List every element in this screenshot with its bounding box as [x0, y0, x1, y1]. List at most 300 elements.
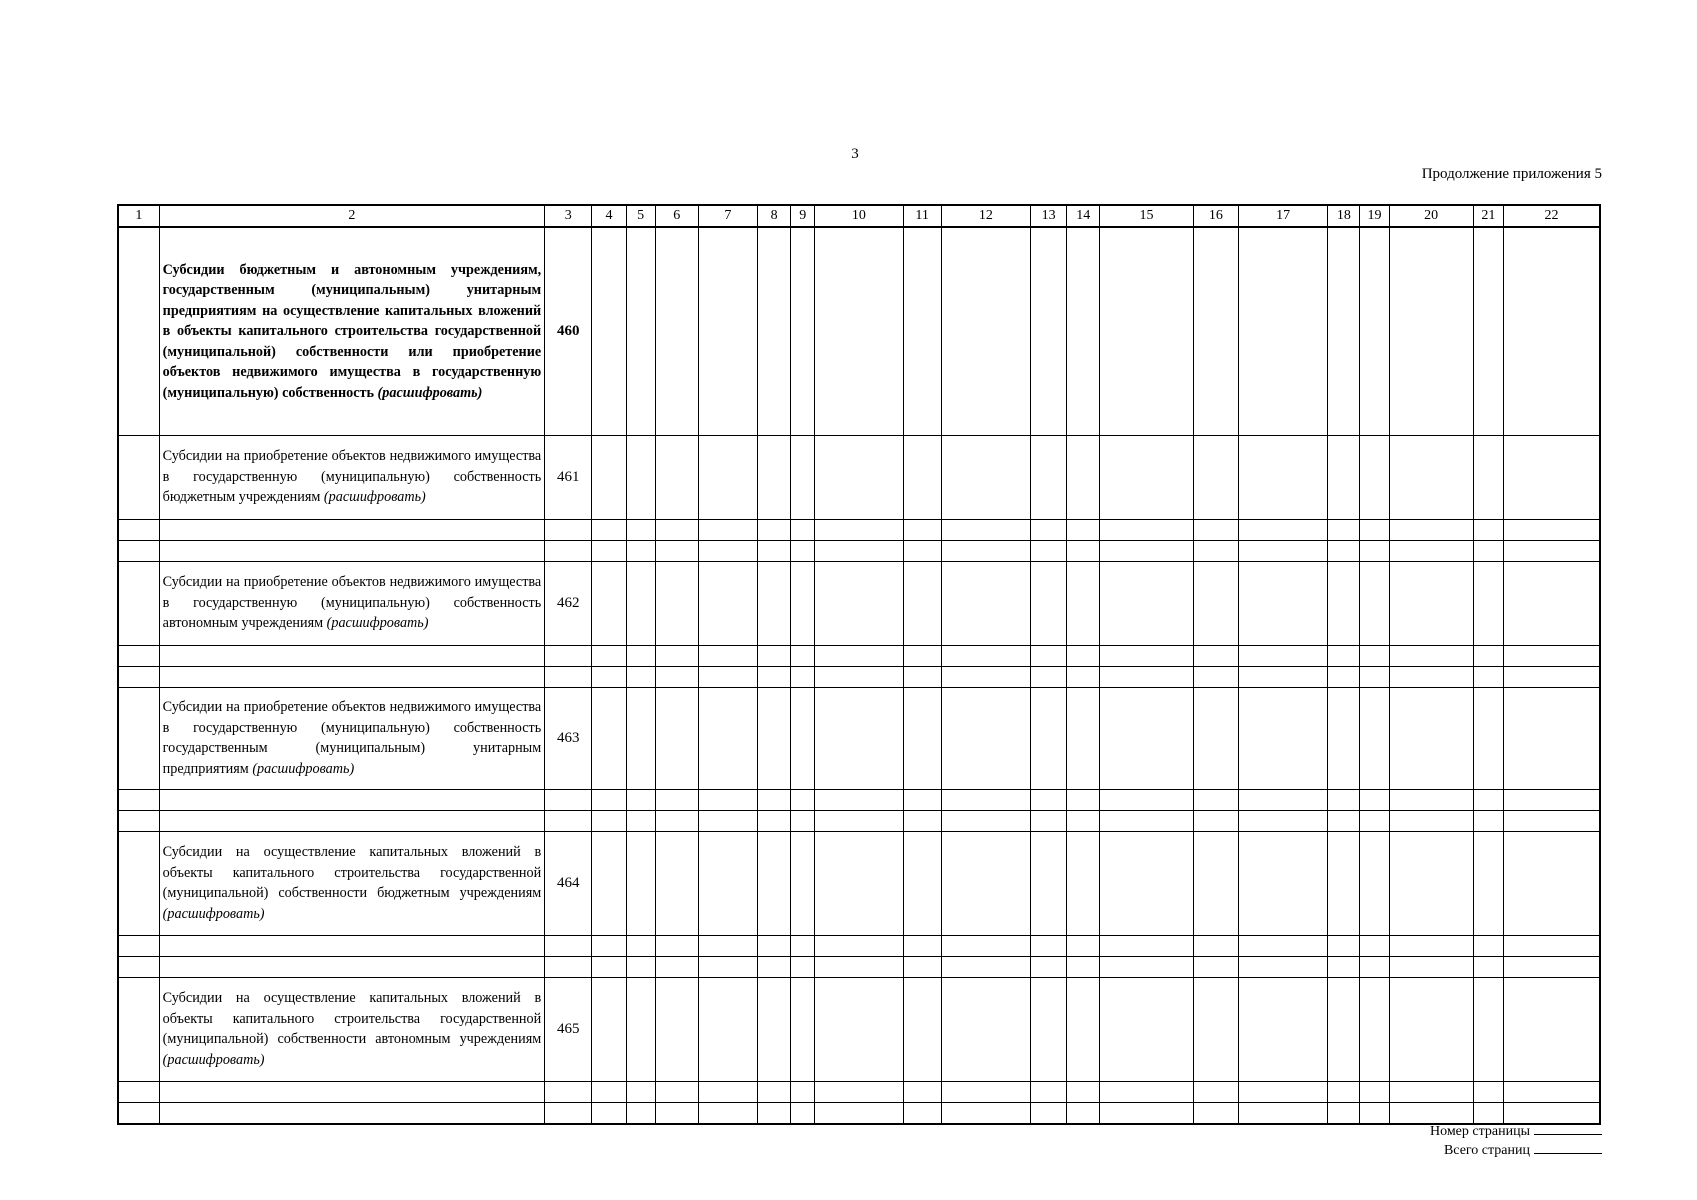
value-cell[interactable]: [941, 977, 1030, 1081]
blank-cell[interactable]: [815, 645, 903, 666]
value-cell[interactable]: [655, 435, 698, 519]
value-cell[interactable]: [903, 435, 941, 519]
blank-cell[interactable]: [1360, 666, 1389, 687]
blank-cell[interactable]: [1100, 956, 1193, 977]
value-cell[interactable]: [758, 227, 791, 435]
blank-cell[interactable]: [758, 789, 791, 810]
blank-cell[interactable]: [903, 540, 941, 561]
value-cell[interactable]: [1238, 435, 1327, 519]
value-cell[interactable]: [903, 977, 941, 1081]
value-cell[interactable]: [655, 227, 698, 435]
value-cell[interactable]: [815, 561, 903, 645]
value-cell[interactable]: [815, 831, 903, 935]
value-cell[interactable]: [1100, 435, 1193, 519]
value-cell[interactable]: [1389, 977, 1473, 1081]
blank-cell[interactable]: [626, 540, 655, 561]
value-cell[interactable]: [1360, 977, 1389, 1081]
blank-cell[interactable]: [1238, 1102, 1327, 1124]
blank-cell[interactable]: [815, 519, 903, 540]
value-cell[interactable]: [626, 687, 655, 789]
blank-cell[interactable]: [1067, 789, 1100, 810]
blank-cell[interactable]: [159, 789, 545, 810]
value-cell[interactable]: [1100, 561, 1193, 645]
blank-cell[interactable]: [626, 645, 655, 666]
blank-cell[interactable]: [1067, 1081, 1100, 1102]
blank-cell[interactable]: [118, 1081, 159, 1102]
blank-cell[interactable]: [1328, 540, 1360, 561]
value-cell[interactable]: [1360, 227, 1389, 435]
blank-cell[interactable]: [791, 666, 815, 687]
blank-cell[interactable]: [941, 810, 1030, 831]
blank-cell[interactable]: [815, 1102, 903, 1124]
blank-cell[interactable]: [1389, 666, 1473, 687]
blank-cell[interactable]: [758, 1081, 791, 1102]
value-cell[interactable]: [1031, 435, 1067, 519]
blank-cell[interactable]: [655, 810, 698, 831]
blank-cell[interactable]: [1238, 540, 1327, 561]
blank-cell[interactable]: [758, 540, 791, 561]
blank-cell[interactable]: [903, 519, 941, 540]
blank-cell[interactable]: [941, 519, 1030, 540]
value-cell[interactable]: [1100, 977, 1193, 1081]
blank-cell[interactable]: [1473, 540, 1503, 561]
blank-cell[interactable]: [1067, 666, 1100, 687]
value-cell[interactable]: [655, 977, 698, 1081]
value-cell[interactable]: [1360, 561, 1389, 645]
blank-cell[interactable]: [159, 519, 545, 540]
blank-cell[interactable]: [1238, 666, 1327, 687]
blank-cell[interactable]: [1100, 519, 1193, 540]
value-cell[interactable]: [1031, 561, 1067, 645]
blank-cell[interactable]: [903, 1081, 941, 1102]
page-number-blank[interactable]: [1534, 1120, 1602, 1135]
blank-cell[interactable]: [1238, 1081, 1327, 1102]
blank-cell[interactable]: [941, 540, 1030, 561]
blank-cell[interactable]: [159, 935, 545, 956]
blank-cell[interactable]: [1100, 789, 1193, 810]
blank-cell[interactable]: [1389, 935, 1473, 956]
blank-cell[interactable]: [545, 519, 592, 540]
value-cell[interactable]: [791, 687, 815, 789]
blank-cell[interactable]: [1193, 810, 1238, 831]
blank-cell[interactable]: [1238, 789, 1327, 810]
blank-cell[interactable]: [1473, 519, 1503, 540]
blank-cell[interactable]: [1328, 935, 1360, 956]
blank-cell[interactable]: [815, 956, 903, 977]
value-cell[interactable]: [1031, 831, 1067, 935]
blank-cell[interactable]: [903, 666, 941, 687]
value-cell[interactable]: [1193, 227, 1238, 435]
value-cell[interactable]: [1473, 561, 1503, 645]
blank-cell[interactable]: [1328, 1081, 1360, 1102]
blank-cell[interactable]: [903, 645, 941, 666]
blank-cell[interactable]: [791, 1102, 815, 1124]
blank-cell[interactable]: [1031, 519, 1067, 540]
blank-cell[interactable]: [118, 540, 159, 561]
value-cell[interactable]: [1503, 687, 1600, 789]
value-cell[interactable]: [791, 561, 815, 645]
blank-cell[interactable]: [655, 519, 698, 540]
value-cell[interactable]: [1503, 227, 1600, 435]
value-cell[interactable]: [1067, 831, 1100, 935]
blank-cell[interactable]: [626, 956, 655, 977]
blank-cell[interactable]: [1238, 810, 1327, 831]
blank-cell[interactable]: [698, 810, 757, 831]
blank-cell[interactable]: [118, 519, 159, 540]
blank-cell[interactable]: [118, 1102, 159, 1124]
value-cell[interactable]: [941, 227, 1030, 435]
blank-cell[interactable]: [1473, 1081, 1503, 1102]
blank-cell[interactable]: [118, 789, 159, 810]
blank-cell[interactable]: [626, 666, 655, 687]
blank-cell[interactable]: [592, 540, 626, 561]
blank-cell[interactable]: [655, 1081, 698, 1102]
value-cell[interactable]: [655, 687, 698, 789]
blank-cell[interactable]: [1238, 645, 1327, 666]
value-cell[interactable]: [1067, 227, 1100, 435]
value-cell[interactable]: [791, 977, 815, 1081]
blank-cell[interactable]: [1328, 645, 1360, 666]
blank-cell[interactable]: [1031, 666, 1067, 687]
blank-cell[interactable]: [698, 1102, 757, 1124]
value-cell[interactable]: [1328, 831, 1360, 935]
blank-cell[interactable]: [698, 789, 757, 810]
blank-cell[interactable]: [545, 789, 592, 810]
value-cell[interactable]: [698, 687, 757, 789]
blank-cell[interactable]: [118, 666, 159, 687]
blank-cell[interactable]: [1193, 935, 1238, 956]
value-cell[interactable]: [1067, 977, 1100, 1081]
value-cell[interactable]: [698, 561, 757, 645]
blank-cell[interactable]: [1473, 935, 1503, 956]
blank-cell[interactable]: [1031, 810, 1067, 831]
value-cell[interactable]: [903, 561, 941, 645]
value-cell[interactable]: [1360, 831, 1389, 935]
blank-cell[interactable]: [1031, 935, 1067, 956]
blank-cell[interactable]: [1360, 645, 1389, 666]
blank-cell[interactable]: [941, 1081, 1030, 1102]
blank-cell[interactable]: [1193, 645, 1238, 666]
blank-cell[interactable]: [1067, 935, 1100, 956]
value-cell[interactable]: [1100, 831, 1193, 935]
value-cell[interactable]: [1238, 227, 1327, 435]
blank-cell[interactable]: [1067, 645, 1100, 666]
blank-cell[interactable]: [1360, 810, 1389, 831]
value-cell[interactable]: [1389, 687, 1473, 789]
blank-cell[interactable]: [545, 540, 592, 561]
blank-cell[interactable]: [655, 645, 698, 666]
blank-cell[interactable]: [1360, 935, 1389, 956]
value-cell[interactable]: [626, 561, 655, 645]
blank-cell[interactable]: [758, 645, 791, 666]
blank-cell[interactable]: [791, 956, 815, 977]
blank-cell[interactable]: [1328, 956, 1360, 977]
blank-cell[interactable]: [941, 789, 1030, 810]
blank-cell[interactable]: [1360, 540, 1389, 561]
blank-cell[interactable]: [903, 935, 941, 956]
value-cell[interactable]: [1389, 227, 1473, 435]
blank-cell[interactable]: [1193, 1081, 1238, 1102]
value-cell[interactable]: [1193, 687, 1238, 789]
value-cell[interactable]: [1067, 561, 1100, 645]
blank-cell[interactable]: [941, 956, 1030, 977]
blank-cell[interactable]: [545, 935, 592, 956]
blank-cell[interactable]: [1100, 1102, 1193, 1124]
blank-cell[interactable]: [1389, 519, 1473, 540]
blank-cell[interactable]: [791, 810, 815, 831]
blank-cell[interactable]: [1238, 519, 1327, 540]
blank-cell[interactable]: [698, 519, 757, 540]
blank-cell[interactable]: [903, 956, 941, 977]
blank-cell[interactable]: [592, 519, 626, 540]
value-cell[interactable]: [1328, 977, 1360, 1081]
blank-cell[interactable]: [941, 1102, 1030, 1124]
value-cell[interactable]: [1503, 831, 1600, 935]
value-cell[interactable]: [626, 977, 655, 1081]
row-number-cell[interactable]: [118, 831, 159, 935]
blank-cell[interactable]: [1473, 956, 1503, 977]
blank-cell[interactable]: [592, 1081, 626, 1102]
blank-cell[interactable]: [655, 935, 698, 956]
value-cell[interactable]: [1067, 435, 1100, 519]
blank-cell[interactable]: [1238, 935, 1327, 956]
blank-cell[interactable]: [1031, 956, 1067, 977]
value-cell[interactable]: [1193, 435, 1238, 519]
blank-cell[interactable]: [118, 956, 159, 977]
blank-cell[interactable]: [1360, 1081, 1389, 1102]
value-cell[interactable]: [1473, 977, 1503, 1081]
blank-cell[interactable]: [545, 1081, 592, 1102]
value-cell[interactable]: [758, 687, 791, 789]
blank-cell[interactable]: [626, 1102, 655, 1124]
blank-cell[interactable]: [1100, 666, 1193, 687]
total-pages-blank[interactable]: [1534, 1139, 1602, 1154]
blank-cell[interactable]: [1389, 956, 1473, 977]
blank-cell[interactable]: [1328, 1102, 1360, 1124]
blank-cell[interactable]: [791, 540, 815, 561]
value-cell[interactable]: [1389, 831, 1473, 935]
value-cell[interactable]: [815, 977, 903, 1081]
blank-cell[interactable]: [592, 1102, 626, 1124]
blank-cell[interactable]: [1031, 1102, 1067, 1124]
blank-cell[interactable]: [1328, 519, 1360, 540]
blank-cell[interactable]: [1389, 1081, 1473, 1102]
value-cell[interactable]: [592, 227, 626, 435]
blank-cell[interactable]: [1100, 645, 1193, 666]
blank-cell[interactable]: [1193, 519, 1238, 540]
blank-cell[interactable]: [159, 666, 545, 687]
blank-cell[interactable]: [1100, 540, 1193, 561]
value-cell[interactable]: [1473, 687, 1503, 789]
blank-cell[interactable]: [1193, 540, 1238, 561]
blank-cell[interactable]: [903, 1102, 941, 1124]
value-cell[interactable]: [1389, 435, 1473, 519]
blank-cell[interactable]: [592, 956, 626, 977]
blank-cell[interactable]: [626, 1081, 655, 1102]
value-cell[interactable]: [1100, 227, 1193, 435]
value-cell[interactable]: [698, 977, 757, 1081]
blank-cell[interactable]: [1031, 789, 1067, 810]
value-cell[interactable]: [698, 831, 757, 935]
blank-cell[interactable]: [815, 666, 903, 687]
value-cell[interactable]: [592, 435, 626, 519]
blank-cell[interactable]: [698, 645, 757, 666]
value-cell[interactable]: [1328, 561, 1360, 645]
value-cell[interactable]: [1193, 561, 1238, 645]
blank-cell[interactable]: [1100, 810, 1193, 831]
value-cell[interactable]: [903, 687, 941, 789]
blank-cell[interactable]: [698, 540, 757, 561]
blank-cell[interactable]: [1193, 789, 1238, 810]
value-cell[interactable]: [1238, 687, 1327, 789]
blank-cell[interactable]: [159, 645, 545, 666]
value-cell[interactable]: [1328, 227, 1360, 435]
blank-cell[interactable]: [159, 1102, 545, 1124]
value-cell[interactable]: [1031, 687, 1067, 789]
blank-cell[interactable]: [655, 956, 698, 977]
blank-cell[interactable]: [1360, 519, 1389, 540]
value-cell[interactable]: [655, 561, 698, 645]
blank-cell[interactable]: [758, 935, 791, 956]
blank-cell[interactable]: [592, 645, 626, 666]
blank-cell[interactable]: [758, 956, 791, 977]
blank-cell[interactable]: [1503, 645, 1600, 666]
blank-cell[interactable]: [1389, 789, 1473, 810]
value-cell[interactable]: [1100, 687, 1193, 789]
blank-cell[interactable]: [698, 1081, 757, 1102]
blank-cell[interactable]: [1389, 810, 1473, 831]
blank-cell[interactable]: [1503, 956, 1600, 977]
blank-cell[interactable]: [159, 540, 545, 561]
blank-cell[interactable]: [815, 789, 903, 810]
value-cell[interactable]: [903, 227, 941, 435]
blank-cell[interactable]: [791, 789, 815, 810]
blank-cell[interactable]: [1473, 810, 1503, 831]
blank-cell[interactable]: [1328, 810, 1360, 831]
value-cell[interactable]: [941, 435, 1030, 519]
value-cell[interactable]: [758, 977, 791, 1081]
blank-cell[interactable]: [1031, 1081, 1067, 1102]
value-cell[interactable]: [1238, 977, 1327, 1081]
blank-cell[interactable]: [1473, 789, 1503, 810]
blank-cell[interactable]: [815, 935, 903, 956]
value-cell[interactable]: [1031, 977, 1067, 1081]
blank-cell[interactable]: [941, 645, 1030, 666]
value-cell[interactable]: [592, 831, 626, 935]
blank-cell[interactable]: [1067, 540, 1100, 561]
blank-cell[interactable]: [118, 645, 159, 666]
row-number-cell[interactable]: [118, 435, 159, 519]
blank-cell[interactable]: [159, 810, 545, 831]
value-cell[interactable]: [1031, 227, 1067, 435]
blank-cell[interactable]: [1503, 810, 1600, 831]
blank-cell[interactable]: [903, 789, 941, 810]
blank-cell[interactable]: [1503, 540, 1600, 561]
value-cell[interactable]: [1193, 831, 1238, 935]
blank-cell[interactable]: [655, 1102, 698, 1124]
row-number-cell[interactable]: [118, 687, 159, 789]
blank-cell[interactable]: [1067, 956, 1100, 977]
blank-cell[interactable]: [545, 1102, 592, 1124]
blank-cell[interactable]: [626, 935, 655, 956]
value-cell[interactable]: [815, 687, 903, 789]
blank-cell[interactable]: [1389, 645, 1473, 666]
blank-cell[interactable]: [655, 789, 698, 810]
value-cell[interactable]: [1389, 561, 1473, 645]
blank-cell[interactable]: [1503, 519, 1600, 540]
value-cell[interactable]: [941, 561, 1030, 645]
value-cell[interactable]: [815, 435, 903, 519]
blank-cell[interactable]: [815, 810, 903, 831]
value-cell[interactable]: [1503, 977, 1600, 1081]
value-cell[interactable]: [758, 561, 791, 645]
row-number-cell[interactable]: [118, 561, 159, 645]
blank-cell[interactable]: [1031, 645, 1067, 666]
blank-cell[interactable]: [1328, 789, 1360, 810]
blank-cell[interactable]: [1067, 810, 1100, 831]
value-cell[interactable]: [1473, 435, 1503, 519]
blank-cell[interactable]: [1193, 666, 1238, 687]
blank-cell[interactable]: [1067, 1102, 1100, 1124]
blank-cell[interactable]: [1389, 540, 1473, 561]
blank-cell[interactable]: [1473, 645, 1503, 666]
blank-cell[interactable]: [592, 935, 626, 956]
blank-cell[interactable]: [159, 1081, 545, 1102]
blank-cell[interactable]: [791, 935, 815, 956]
blank-cell[interactable]: [1503, 666, 1600, 687]
value-cell[interactable]: [758, 435, 791, 519]
blank-cell[interactable]: [655, 666, 698, 687]
value-cell[interactable]: [698, 227, 757, 435]
blank-cell[interactable]: [1100, 935, 1193, 956]
blank-cell[interactable]: [1360, 789, 1389, 810]
blank-cell[interactable]: [758, 519, 791, 540]
blank-cell[interactable]: [941, 935, 1030, 956]
value-cell[interactable]: [1360, 435, 1389, 519]
blank-cell[interactable]: [1067, 519, 1100, 540]
value-cell[interactable]: [1193, 977, 1238, 1081]
value-cell[interactable]: [791, 435, 815, 519]
blank-cell[interactable]: [592, 789, 626, 810]
blank-cell[interactable]: [941, 666, 1030, 687]
blank-cell[interactable]: [791, 519, 815, 540]
blank-cell[interactable]: [1503, 789, 1600, 810]
blank-cell[interactable]: [592, 810, 626, 831]
value-cell[interactable]: [791, 831, 815, 935]
value-cell[interactable]: [1238, 561, 1327, 645]
value-cell[interactable]: [626, 435, 655, 519]
blank-cell[interactable]: [545, 645, 592, 666]
value-cell[interactable]: [1473, 831, 1503, 935]
value-cell[interactable]: [626, 831, 655, 935]
row-number-cell[interactable]: [118, 977, 159, 1081]
blank-cell[interactable]: [758, 810, 791, 831]
value-cell[interactable]: [1328, 687, 1360, 789]
blank-cell[interactable]: [698, 666, 757, 687]
value-cell[interactable]: [592, 687, 626, 789]
blank-cell[interactable]: [698, 956, 757, 977]
blank-cell[interactable]: [1360, 1102, 1389, 1124]
value-cell[interactable]: [592, 561, 626, 645]
blank-cell[interactable]: [626, 789, 655, 810]
value-cell[interactable]: [1360, 687, 1389, 789]
blank-cell[interactable]: [655, 540, 698, 561]
blank-cell[interactable]: [1473, 666, 1503, 687]
value-cell[interactable]: [791, 227, 815, 435]
value-cell[interactable]: [815, 227, 903, 435]
blank-cell[interactable]: [815, 540, 903, 561]
blank-cell[interactable]: [1031, 540, 1067, 561]
